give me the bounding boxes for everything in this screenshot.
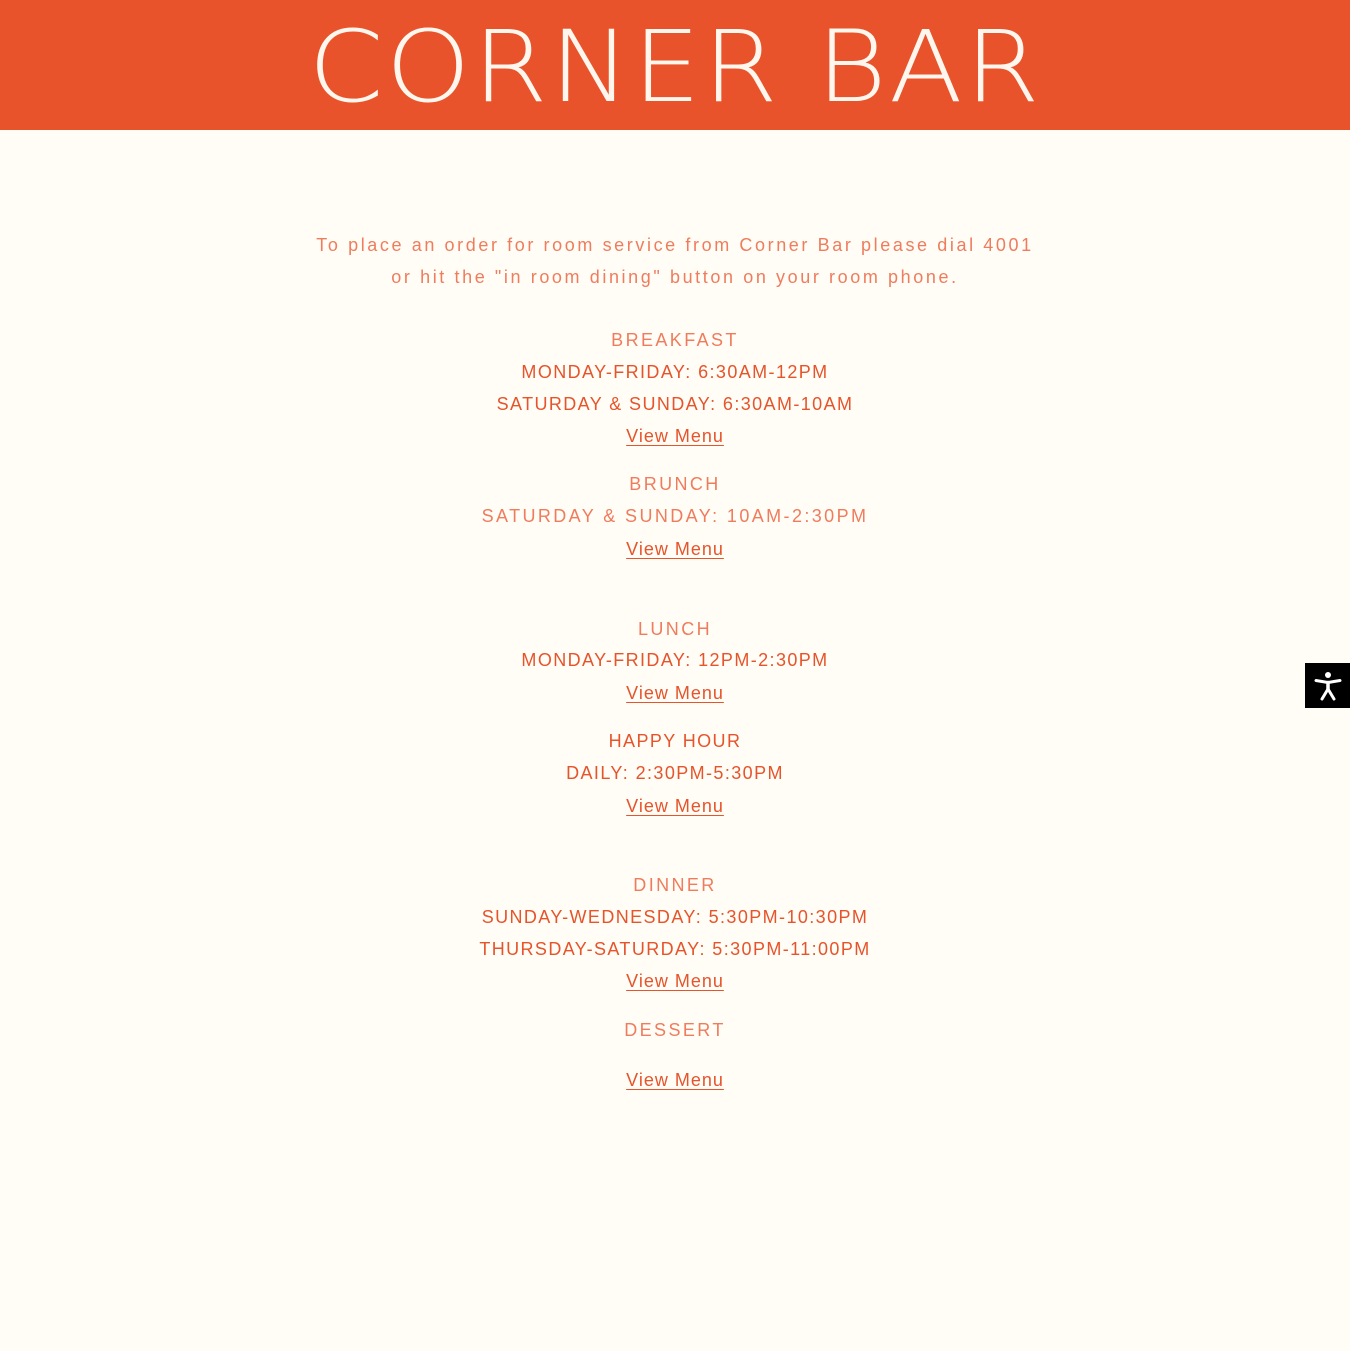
brunch-hours: SATURDAY & SUNDAY: 10AM-2:30PM	[481, 506, 869, 526]
breakfast-hours-weekday: MONDAY-FRIDAY: 6:30AM-12PM	[521, 362, 829, 382]
dinner-hours-early-week: SUNDAY-WEDNESDAY: 5:30PM-10:30PM	[481, 907, 869, 927]
lunch-view-menu-link[interactable]: View Menu	[626, 683, 724, 703]
breakfast-view-menu-link[interactable]: View Menu	[626, 426, 724, 446]
brand-logo[interactable]: CORNER BAR	[308, 10, 1042, 126]
brunch-link-row	[0, 537, 1350, 561]
intro-line-1: To place an order for room service from Corner Bar please dial 4001	[316, 235, 1034, 255]
dessert-title: DESSERT	[624, 1020, 726, 1040]
lunch-link-row	[0, 681, 1350, 705]
intro-text	[0, 229, 1350, 293]
brunch-view-menu-link[interactable]: View Menu	[626, 539, 724, 559]
happy-hour-view-menu-link[interactable]: View Menu	[626, 796, 724, 816]
accessibility-button[interactable]	[1305, 663, 1350, 708]
dinner-title: DINNER	[633, 875, 717, 895]
intro-line-2: or hit the "in room dining" button on your room phone.	[391, 267, 959, 287]
dinner-view-menu-link[interactable]: View Menu	[626, 971, 724, 991]
happy-hour-link-row	[0, 794, 1350, 818]
happy-hour-title: HAPPY HOUR	[608, 731, 742, 751]
site-header	[0, 0, 1350, 130]
lunch-hours: MONDAY-FRIDAY: 12PM-2:30PM	[521, 650, 829, 670]
happy-hour-hours: DAILY: 2:30PM-5:30PM	[566, 763, 784, 783]
accessibility-icon	[1314, 671, 1342, 701]
brunch-title: BRUNCH	[629, 474, 721, 494]
breakfast-link-row	[0, 424, 1350, 448]
breakfast-hours-weekend: SATURDAY & SUNDAY: 6:30AM-10AM	[496, 394, 854, 414]
lunch-title: LUNCH	[637, 619, 712, 639]
breakfast-title: BREAKFAST	[611, 330, 739, 350]
dinner-hours-late-week: THURSDAY-SATURDAY: 5:30PM-11:00PM	[479, 939, 871, 959]
dessert-link-row	[0, 1068, 1350, 1092]
dessert-view-menu-link[interactable]: View Menu	[626, 1070, 724, 1090]
dinner-link-row	[0, 969, 1350, 993]
